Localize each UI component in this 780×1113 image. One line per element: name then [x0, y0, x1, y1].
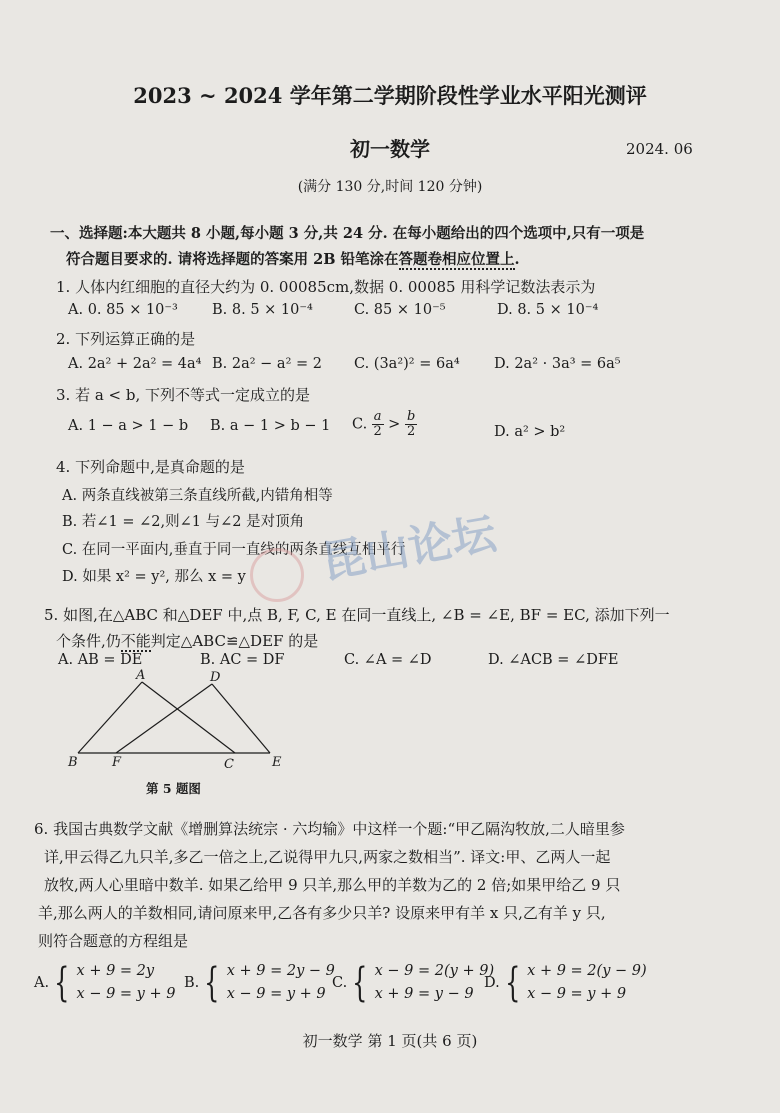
q4-option-b: B. 若∠1 = ∠2,则∠1 与∠2 是对顶角 [62, 514, 305, 530]
q5-emphasis: 不能 [120, 632, 151, 650]
q6-option-d-equations [527, 960, 646, 1006]
fraction-denominator: 2 [373, 424, 382, 439]
brace-icon: { [54, 960, 70, 1006]
q1-option-a: A. 0. 85 × 10⁻³ [68, 302, 178, 318]
equation-1: x + 9 = 2y − 9 [226, 963, 335, 979]
label-b: B [68, 755, 78, 770]
q3-stem: 3. 若 a < b, 下列不等式一定成立的是 [56, 386, 311, 404]
fraction-numerator: a [373, 409, 382, 424]
q4-option-d: D. 如果 x² = y², 那么 x = y [62, 569, 246, 585]
equation-2: x + 9 = y − 9 [374, 986, 474, 1002]
equation-2: x − 9 = y + 9 [226, 986, 326, 1002]
q6-line5: 则符合题意的方程组是 [38, 932, 189, 950]
exam-date: 2024. 06 [626, 140, 693, 158]
q3-option-c [352, 410, 417, 439]
label-d: D [210, 670, 221, 685]
q2-option-b: B. 2a² − a² = 2 [212, 356, 322, 372]
q2-option-c: C. (3a²)² = 6a⁴ [354, 356, 460, 372]
q1-option-c: C. 85 × 10⁻⁵ [354, 302, 446, 318]
q6-line2: 详,甲云得乙九只羊,多乙一倍之上,乙说得甲九只,两家之数相当”. 译文:甲、乙两人一起 [44, 848, 611, 866]
q3-option-d: D. a² > b² [494, 424, 566, 440]
q5-stem-line2-c: 判定△ABC≌△DEF 的是 [150, 632, 319, 650]
q6-option-a-label: A. [34, 975, 50, 991]
brace-icon: { [504, 960, 521, 1006]
q5-figure [60, 666, 300, 776]
watermark-logo [250, 548, 304, 602]
q1-option-b: B. 8. 5 × 10⁻⁴ [212, 302, 313, 318]
q6-line4: 羊,那么两人的羊数相同,请问原来甲,乙各有多少只羊? 设原来甲有羊 x 只,乙有羊 y 只, [38, 904, 606, 922]
exam-info: (满分 130 分,时间 120 分钟) [297, 179, 483, 195]
section-heading-line2 [66, 248, 520, 269]
q6-option-c [332, 960, 494, 1006]
brace-icon: { [204, 960, 220, 1006]
side-ac [142, 682, 235, 753]
equation-1: x + 9 = 2(y − 9) [527, 963, 647, 979]
section-heading-emphasis: 答题卷相应位置上 [398, 251, 515, 268]
q1-stem: 1. 人体内红细胞的直径大约为 0. 00085cm,数据 0. 00085 用科学记数法表示为 [56, 278, 596, 296]
q2-option-d: D. 2a² · 3a³ = 6a⁵ [494, 356, 621, 372]
equation-1: x + 9 = 2y [76, 963, 155, 979]
label-f: F [112, 755, 122, 770]
q3-option-c-gt: > [388, 416, 401, 433]
side-ab [78, 682, 142, 753]
q4-option-c: C. 在同一平面内,垂直于同一直线的两条直线互相平行 [62, 542, 406, 558]
q5-option-a: A. AB = DE [58, 652, 143, 668]
q3-option-a: A. 1 − a > 1 − b [68, 418, 189, 434]
q6-option-d [484, 960, 647, 1006]
q6-option-b [184, 960, 335, 1006]
q6-line3: 放牧,两人心里暗中数羊. 如果乙给甲 9 只羊,那么甲的羊数为乙的 2 倍;如果甲给乙 9 只 [44, 876, 621, 894]
label-a: A [136, 668, 146, 683]
q1-option-d: D. 8. 5 × 10⁻⁴ [497, 302, 599, 318]
section-heading-line1: 一、选择题:本大题共 8 小题,每小题 3 分,共 24 分. 在每小题给出的四个选项中,只有一项是 [50, 225, 645, 242]
q6-option-b-equations [227, 960, 335, 1006]
q4-option-a: A. 两条直线被第三条直线所截,内错角相等 [62, 488, 333, 504]
q3-option-c-fraction-1 [372, 410, 384, 439]
q4-stem: 4. 下列命题中,是真命题的是 [56, 458, 245, 476]
q2-stem: 2. 下列运算正确的是 [56, 330, 196, 348]
q3-option-b: B. a − 1 > b − 1 [210, 418, 331, 434]
q6-option-d-label: D. [484, 975, 500, 991]
q6-option-a [34, 960, 175, 1006]
q3-option-c-fraction-2 [405, 410, 417, 439]
q5-option-b: B. AC = DF [200, 652, 285, 668]
q6-option-c-label: C. [332, 975, 348, 991]
equation-2: x − 9 = y + 9 [527, 986, 627, 1002]
equation-1: x − 9 = 2(y + 9) [374, 963, 495, 979]
q6-option-a-equations [77, 960, 176, 1006]
equation-2: x − 9 = y + 9 [76, 986, 176, 1002]
fraction-denominator: 2 [406, 424, 416, 439]
section-heading-line2-a: 符合题目要求的. 请将选择题的答案用 2B 铅笔涂在 [66, 251, 399, 268]
section-heading-line2-c: . [514, 251, 520, 268]
exam-title: 2023 ~ 2024 学年第二学期阶段性学业水平阳光测评 [133, 83, 647, 108]
q5-stem-line2 [56, 630, 318, 651]
q6-option-b-label: B. [184, 975, 200, 991]
exam-subject: 初一数学 [350, 137, 430, 161]
brace-icon: { [352, 960, 368, 1006]
q5-option-c: C. ∠A = ∠D [344, 652, 432, 668]
q3-option-c-label: C. [352, 416, 368, 433]
label-e: E [272, 755, 282, 770]
q2-option-a: A. 2a² + 2a² = 4a⁴ [68, 356, 202, 372]
watermark: 昆山论坛 [317, 508, 500, 589]
fraction-numerator: b [406, 409, 416, 424]
label-c: C [224, 757, 234, 772]
q5-stem-line1: 5. 如图,在△ABC 和△DEF 中,点 B, F, C, E 在同一直线上, ∠B = ∠E, BF = EC, 添加下列一 [44, 606, 670, 624]
q5-caption: 第 5 题图 [146, 781, 201, 796]
page-footer: 初一数学 第 1 页(共 6 页) [302, 1032, 478, 1050]
q6-option-c-equations [375, 960, 494, 1006]
q6-line1: 6. 我国古典数学文献《增删算法统宗 · 六均输》中这样一个题:“甲乙隔沟牧放,二人暗里参 [34, 820, 625, 838]
q5-option-d: D. ∠ACB = ∠DFE [488, 652, 619, 668]
q5-stem-line2-a: 个条件,仍 [56, 632, 121, 650]
